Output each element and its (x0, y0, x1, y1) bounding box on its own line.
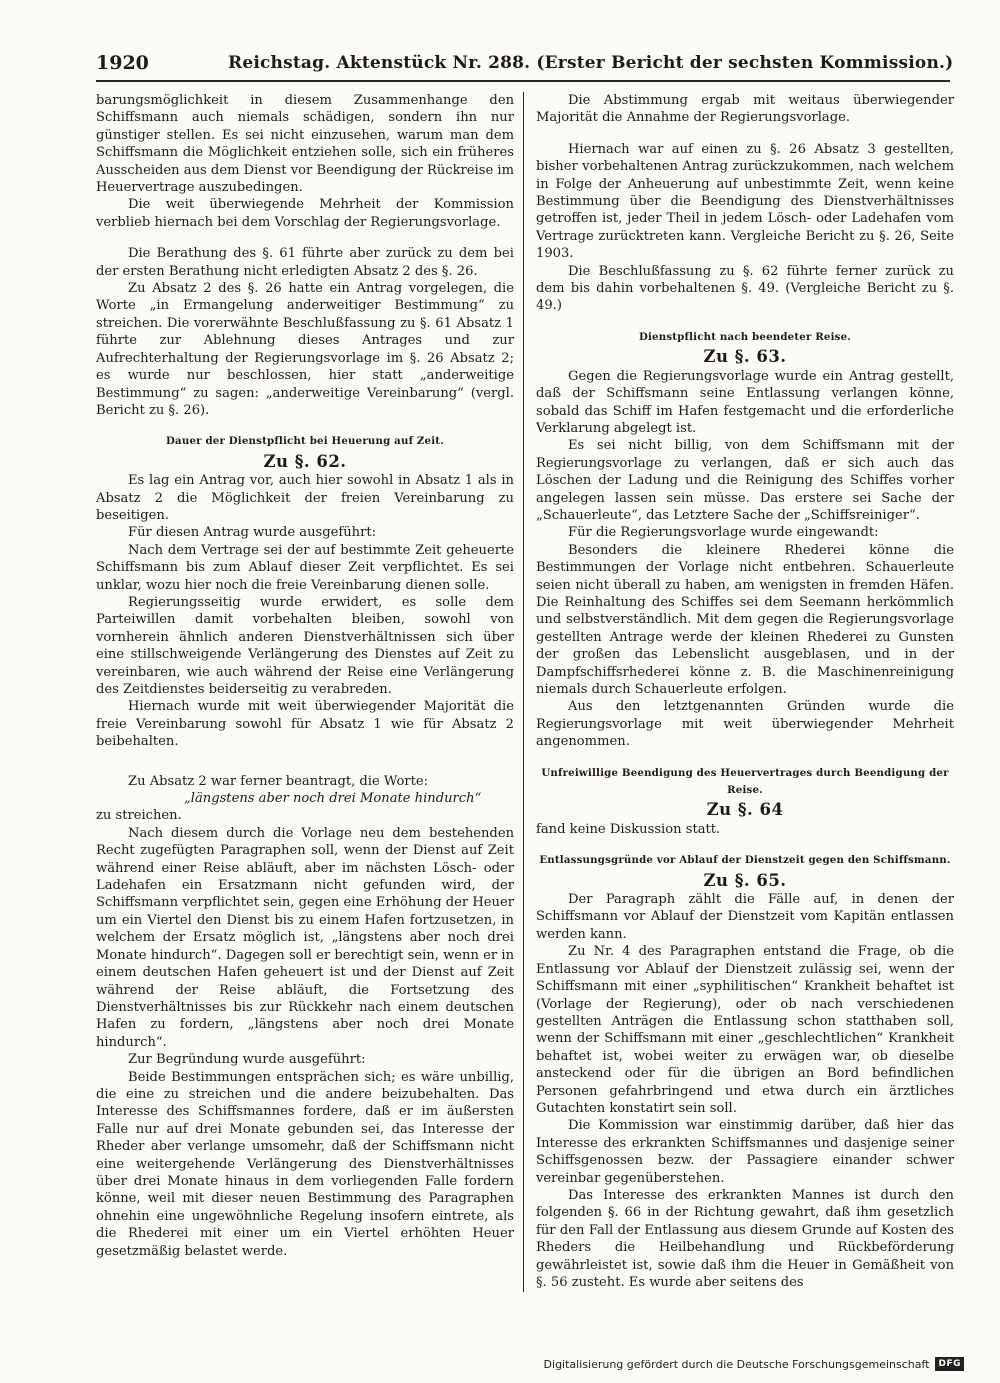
paragraph: Die Beschlußfassung zu §. 62 führte ferner zurück zu dem bis dahin vorbehaltenen §. 49. (Vergleiche Bericht zu §. 49.) (536, 263, 954, 314)
left-column (96, 92, 514, 1260)
paragraph-heading: Zu §. 63. (703, 347, 787, 367)
paragraph: Für die Regierungsvorlage wurde eingewandt: (568, 525, 879, 541)
paragraph: Die Abstimmung ergab mit weitaus überwiegender Majorität die Annahme der Regierungsvorlage. (536, 93, 954, 126)
paragraph: Für diesen Antrag wurde ausgeführt: (128, 525, 377, 541)
paragraph: Besonders die kleinere Rhederei könne die Bestimmungen der Vorlage nicht entbehren. Schauerleute seien nicht überall zu haben, am wenigsten in fremden Häfen. Die Reinhaltung des Schiffes sei dem Seemann herkömmlich und selbstverständlich. Mit dem gegen die Regierungsvorlage gestellten Antrage werde der kleinen Rhederei zu Gunsten der großen das Lebenslicht ausgeblasen, und in der Dampfschiffsrhederei könne z. B. die Maschinenreinigung niemals durch Schauerleute erfolgen. (536, 542, 954, 697)
digitization-credit (544, 1357, 964, 1371)
header-rule (96, 80, 950, 82)
column-divider (523, 92, 524, 1292)
page-number: 1920 (96, 52, 149, 74)
page-header (96, 52, 954, 82)
paragraph: Aus den letztgenannten Gründen wurde die Regierungsvorlage mit weit überwiegender Mehrheit angenommen. (536, 699, 954, 750)
paragraph: Hiernach war auf einen zu §. 26 Absatz 3 gestellten, bisher vorbehaltenen Antrag zurückzukommen, nach welchem in Folge der Anheuerung auf unbestimmte Zeit, wenn keine Bestimmung über die Beendigung des Dienstverhältnisses getroffen ist, jeder Theil in jedem Lösch- oder Ladehafen vom Vertrage zurücktreten kann. Vergleiche Bericht zu §. 26, Seite 1903. (536, 141, 954, 262)
running-title: Reichstag. Aktenstück Nr. 288. (Erster Bericht der sechsten Kommission.) (228, 53, 954, 73)
right-column (536, 92, 954, 1291)
paragraph-heading: Zu §. 64 (706, 800, 784, 820)
paragraph: Die weit überwiegende Mehrheit der Kommission verblieb hiernach bei dem Vorschlag der Regierungsvorlage. (96, 197, 514, 230)
paragraph: Regierungsseitig wurde erwidert, es solle dem Parteiwillen damit vorbehalten bleiben, sowohl von vornherein ähnlich anderen Dienstverhältnissen sich über eine stillschweigende Verlängerung des Dienstes auf Zeit zu vereinbaren, wie auch während der Reise eine Verlängerung des Zeitdienstes beiderseitig zu verabreden. (96, 594, 514, 697)
paragraph: Nach dem Vertrage sei der auf bestimmte Zeit geheuerte Schiffsmann bis zum Ablauf dieser Zeit verpflichtet. Es sei unklar, wozu hier noch die freie Vereinbarung dienen solle. (96, 542, 514, 593)
credit-text: Digitalisierung gefördert durch die Deutsche Forschungsgemeinschaft (543, 1357, 930, 1371)
paragraph: Gegen die Regierungsvorlage wurde ein Antrag gestellt, daß der Schiffsmann seine Entlassung verlangen könne, sobald das Schiff im Hafen festgemacht und die erforderliche Verklarung abgelegt ist. (536, 368, 954, 436)
paragraph: Die Kommission war einstimmig darüber, daß hier das Interesse des erkrankten Schiffsmannes und dasjenige seiner Schiffsgenossen bezw. der Passagiere einander schwer vereinbar gegenüberstehen. (536, 1118, 954, 1186)
paragraph-heading: Zu §. 65. (703, 870, 787, 890)
paragraph-heading: Zu §. 62. (263, 451, 347, 471)
paragraph: zu streichen. (96, 808, 182, 824)
paragraph: Zur Begründung wurde ausgeführt: (128, 1052, 366, 1068)
paragraph: Es sei nicht billig, von dem Schiffsmann mit der Regierungsvorlage zu verlangen, daß er sich auch das Löschen der Ladung und die Reinigung des Schiffes vorher angelegen lassen sein müsse. Das erstere sei Sache der „Schauerleute“, das Letztere Sache der „Schiffsreiniger“. (536, 438, 954, 523)
section-heading: Entlassungsgründe vor Ablauf der Dienstzeit gegen den Schiffsmann. (539, 854, 951, 867)
document-page (96, 0, 954, 1340)
section-heading: Unfreiwillige Beendigung des Heuervertrages durch Beendigung der Reise. (541, 766, 949, 797)
paragraph: Es lag ein Antrag vor, auch hier sowohl in Absatz 1 als in Absatz 2 die Möglichkeit der freien Vereinbarung zu beseitigen. (96, 473, 514, 523)
quoted-words: „längstens aber noch drei Monate hindurch“ (184, 791, 482, 807)
paragraph: barungsmöglichkeit in diesem Zusammenhange den Schiffsmann auch niemals schädigen, sondern ihn nur günstiger stellen. Es sei nicht einzusehen, warum man dem Schiffsmann die Möglichkeit entziehen solle, sich ein früheres Ausscheiden aus dem Dienst vor Beendigung der Rückreise im Heuervertrage auszubedingen. (96, 93, 514, 196)
paragraph: Hiernach wurde mit weit überwiegender Majorität die freie Vereinbarung sowohl für Absatz 1 wie für Absatz 2 beibehalten. (96, 699, 514, 750)
paragraph: Beide Bestimmungen entsprächen sich; es wäre unbillig, die eine zu streichen und die andere beizubehalten. Das Interesse des Schiffsmannes fordere, daß er im äußersten Falle nur auf drei Monate gebunden sei, das Interesse der Rheder aber verlange umsomehr, daß der Schiffsmann nicht eine weitergehende Verlängerung des Dienstverhältnisses über drei Monate hinaus in dem vorliegenden Falle fordern könne, weil mit dieser neuen Bestimmung des Paragraphen ohnehin eine ungewöhnliche Regelung insofern eintrete, als die Rhederei mit einer um ein Viertel erhöhten Heuer gesetzmäßig belastet werde. (96, 1069, 514, 1259)
paragraph: fand keine Diskussion statt. (536, 821, 721, 837)
paragraph: Nach diesem durch die Vorlage neu dem bestehenden Recht zugefügten Paragraphen soll, wenn der Dienst auf Zeit während einer Reise abläuft, aber im nächsten Lösch- oder Ladehafen ein Ersatzmann nicht gefunden wird, der Schiffsmann verpflichtet sein, gegen eine Erhöhung der Heuer um ein Viertel den Dienst bis zu einem Hafen fortzusetzen, in welchem der Ersatz möglich ist, „längstens aber noch drei Monate hindurch“. Dagegen soll er berechtigt sein, wenn er in einem deutschen Hafen geheuert ist und der Dienst auf Zeit während der Reise abläuft, die Fortsetzung des Dienstverhältnisses bis zur Rückkehr nach einem deutschen Hafen zu fordern, „längstens aber noch drei Monate hindurch“. (96, 825, 514, 1050)
paragraph: Die Berathung des §. 61 führte aber zurück zu dem bei der ersten Berathung nicht erledigten Absatz 2 des §. 26. (96, 246, 514, 279)
paragraph: Zu Absatz 2 war ferner beantragt, die Worte: (128, 773, 429, 789)
paragraph: Der Paragraph zählt die Fälle auf, in denen der Schiffsmann vor Ablauf der Dienstzeit vom Kapitän entlassen werden kann. (536, 892, 954, 942)
paragraph: Zu Nr. 4 des Paragraphen entstand die Frage, ob die Entlassung vor Ablauf der Dienstzeit zulässig sei, wenn der Schiffsmann mit einer „syphilitischen“ Krankheit behaftet ist (Vorlage der Regierung), oder ob nach verschiedenen gestellten Anträgen die Entlassung schon statthaben soll, wenn der Schiffsmann mit einer „geschlechtlichen“ Krankheit behaftet ist, wobei weiter zu erwägen war, ob dieselbe ansteckend oder für die übrigen an Bord befindlichen Personen gefahrbringend und etwa durch ein ärztliches Gutachten konstatirt sein soll. (536, 944, 954, 1116)
paragraph: Das Interesse des erkrankten Mannes ist durch den folgenden §. 66 in der Richtung gewahrt, daß ihm gesetzlich für den Fall der Entlassung aus diesem Grunde auf Kosten des Rheders die Heilbehandlung und Rückbeförderung gewährleistet ist, sowie daß ihm die Heuer in Gemäßheit von §. 56 zusteht. Es wurde aber seitens des (536, 1187, 954, 1290)
section-heading: Dauer der Dienstpflicht bei Heuerung auf Zeit. (166, 435, 444, 448)
paragraph: Zu Absatz 2 des §. 26 hatte ein Antrag vorgelegen, die Worte „in Ermangelung anderweitiger Bestimmung“ zu streichen. Die vorerwähnte Beschlußfassung zu §. 61 Absatz 1 führte zur Ablehnung dieses Antrages und zur Aufrechterhaltung der Regierungsvorlage im §. 26 Absatz 2; es wurde nur beschlossen, hier statt „anderweitige Bestimmung“ zu sagen: „anderweitige Vereinbarung“ (vergl. Bericht zu §. 26). (96, 281, 514, 418)
section-heading: Dienstpflicht nach beendeter Reise. (638, 330, 852, 343)
dfg-logo: DFG (935, 1357, 964, 1371)
